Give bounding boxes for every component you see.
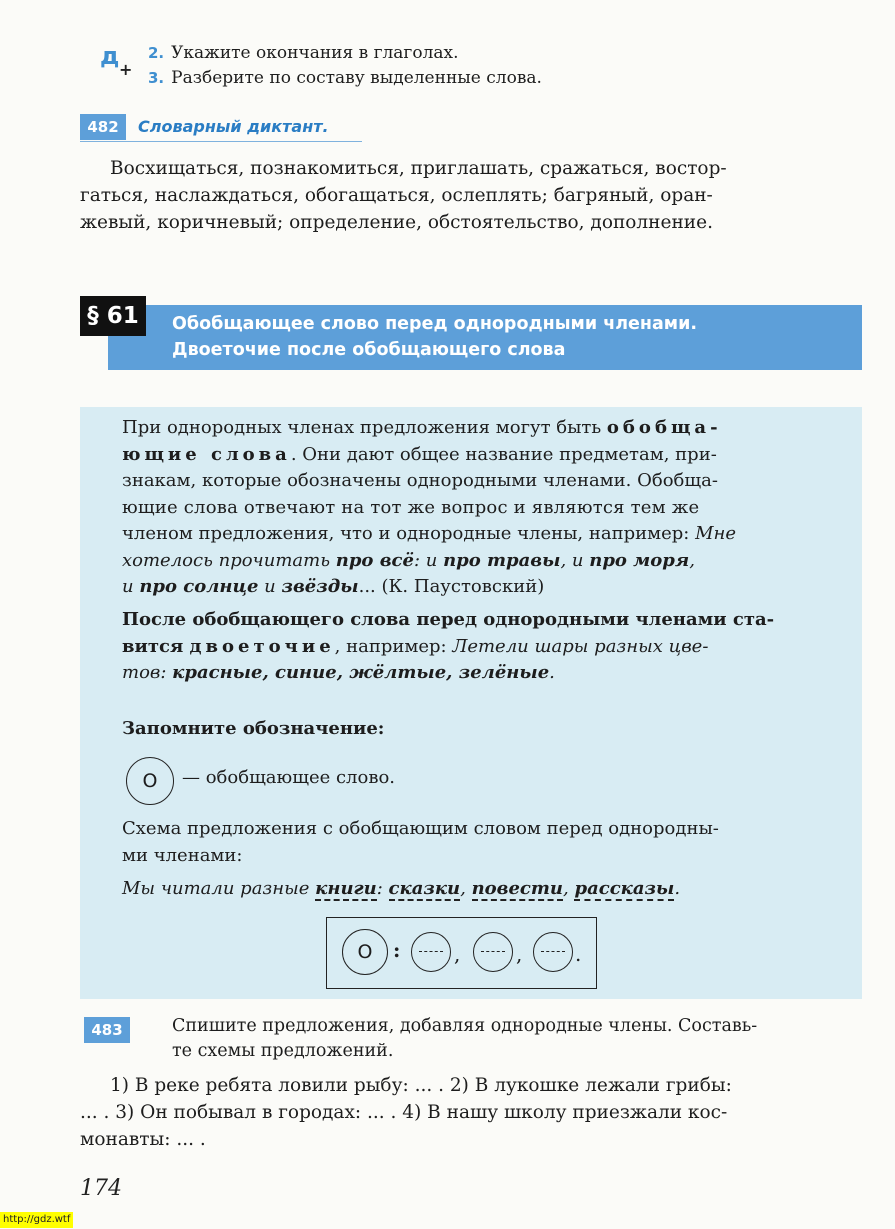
text-line: Спишите предложения, добавляя однородные члены. Составь-: [172, 1016, 758, 1036]
example-italic: ,: [563, 878, 575, 899]
generalizing-word-symbol: О: [126, 757, 174, 805]
scheme-generalizing-word: О: [342, 929, 388, 975]
example-italic: ,: [460, 878, 472, 899]
rule-bold-line: После обобщающего слова перед однородными членами ста-: [122, 609, 775, 630]
example-italic: ,: [560, 549, 572, 571]
example-bold: про травы: [443, 549, 561, 571]
generalizing-word: книги: [315, 878, 377, 899]
scheme-comma: ,: [516, 942, 523, 966]
task-text: Укажите окончания в глаголах.: [171, 43, 459, 63]
text: . Они дают общее название предметам, при-: [290, 443, 717, 465]
example-italic: :: [413, 549, 426, 571]
text: , например:: [334, 635, 453, 657]
homogeneous-member: повести: [471, 878, 564, 899]
example-italic: Мне: [695, 523, 737, 544]
example-italic: Мы читали разные: [122, 878, 316, 899]
plus-icon: +: [119, 60, 133, 79]
example-italic: и: [122, 576, 140, 597]
task-number: 2.: [148, 44, 165, 62]
scheme-colon: :: [393, 938, 401, 962]
example-italic: и: [258, 576, 282, 597]
task-text: Разберите по составу выделенные слова.: [171, 68, 542, 88]
example-italic: и: [425, 549, 444, 571]
rule-bold: вится: [122, 635, 190, 657]
text-line: ющие слова отвечают на тот же вопрос и являются тем же: [122, 496, 700, 518]
example-italic: .: [549, 662, 555, 683]
section-title-line: Обобщающее слово перед однородными членами.: [172, 314, 698, 334]
example-italic: и: [571, 549, 590, 571]
text-line: те схемы предложений.: [172, 1041, 394, 1061]
example-italic: хотелось прочитать: [122, 549, 336, 571]
scheme-label: [122, 816, 846, 869]
example-italic: Летели шары разных цве-: [452, 635, 709, 657]
exercise-482-underline: [80, 141, 362, 142]
text-line: жевый, коричневый; определение, обстоятельство, дополнение.: [80, 212, 713, 233]
section-title: [172, 311, 697, 363]
task-item-2: [148, 41, 459, 65]
scheme-member-3: [533, 932, 573, 972]
scheme-member-1: [411, 932, 451, 972]
section-title-line: Двоеточие после обобщающего слова: [172, 340, 566, 360]
example-italic: :: [376, 878, 389, 899]
text-line: монавты: ... .: [80, 1129, 206, 1150]
exercise-483-task: [172, 1014, 757, 1064]
text-line: Схема предложения с обобщающим словом перед однородны-: [122, 818, 719, 839]
example-source: ... (К. Паустовский): [358, 576, 545, 597]
text: При однородных членах предложения могут быть: [122, 417, 607, 438]
homogeneous-member: сказки: [388, 878, 461, 899]
term-bold: двоеточие: [189, 635, 335, 657]
term-bold: обобща-: [606, 417, 722, 438]
example-italic: .: [674, 878, 681, 899]
text-line: Восхищаться, познакомиться, приглашать, сражаться, востор-: [110, 158, 727, 179]
scheme-example-sentence: [122, 878, 680, 899]
exercise-483-badge: 483: [84, 1017, 130, 1043]
example-italic: ,: [689, 549, 695, 571]
task-number: 3.: [148, 69, 165, 87]
rule-paragraph-1: [122, 415, 846, 601]
rule-paragraph-2: [122, 607, 846, 687]
page-number: 174: [80, 1176, 122, 1201]
example-bold: про всё: [335, 549, 414, 571]
scheme-period: .: [575, 942, 582, 966]
exercise-483-text: [80, 1072, 862, 1153]
exercise-482-badge: 482: [80, 114, 126, 140]
scheme-comma: ,: [454, 942, 461, 966]
symbol-description: — обобщающее слово.: [182, 767, 396, 788]
example-italic: тов:: [122, 662, 173, 683]
sentence-scheme: [326, 917, 597, 989]
text-line: знакам, которые обозначены однородными членами. Обобща-: [122, 470, 718, 491]
term-bold: ющие слова: [122, 443, 291, 465]
task-item-3: [148, 66, 542, 90]
scheme-member-2: [473, 932, 513, 972]
example-bold: звёзды: [281, 576, 359, 597]
text-line: ... . 3) Он побывал в городах: ... . 4) В нашу школу приезжали кос-: [80, 1102, 728, 1123]
example-bold: про моря: [589, 549, 690, 571]
remember-label: Запомните обозначение:: [122, 718, 385, 739]
homogeneous-member: рассказы: [574, 878, 675, 899]
watermark-link[interactable]: http://gdz.wtf: [0, 1212, 73, 1228]
text-line: 1) В реке ребята ловили рыбу: ... . 2) В лукошке лежали грибы:: [110, 1075, 732, 1096]
example-bold: про солнце: [139, 576, 259, 597]
text: членом предложения, что и однородные члены, например:: [122, 523, 696, 544]
text-line: гаться, наслаждаться, обогащаться, ослеплять; багряный, оран-: [80, 185, 713, 206]
text-line: ми членами:: [122, 844, 243, 866]
section-number-badge: § 61: [80, 296, 146, 336]
d-marker-icon: д: [100, 42, 120, 70]
exercise-482-title: Словарный диктант.: [138, 117, 329, 136]
exercise-482-text: [80, 155, 862, 236]
example-bold: красные, синие, жёлтые, зелёные: [172, 662, 550, 683]
